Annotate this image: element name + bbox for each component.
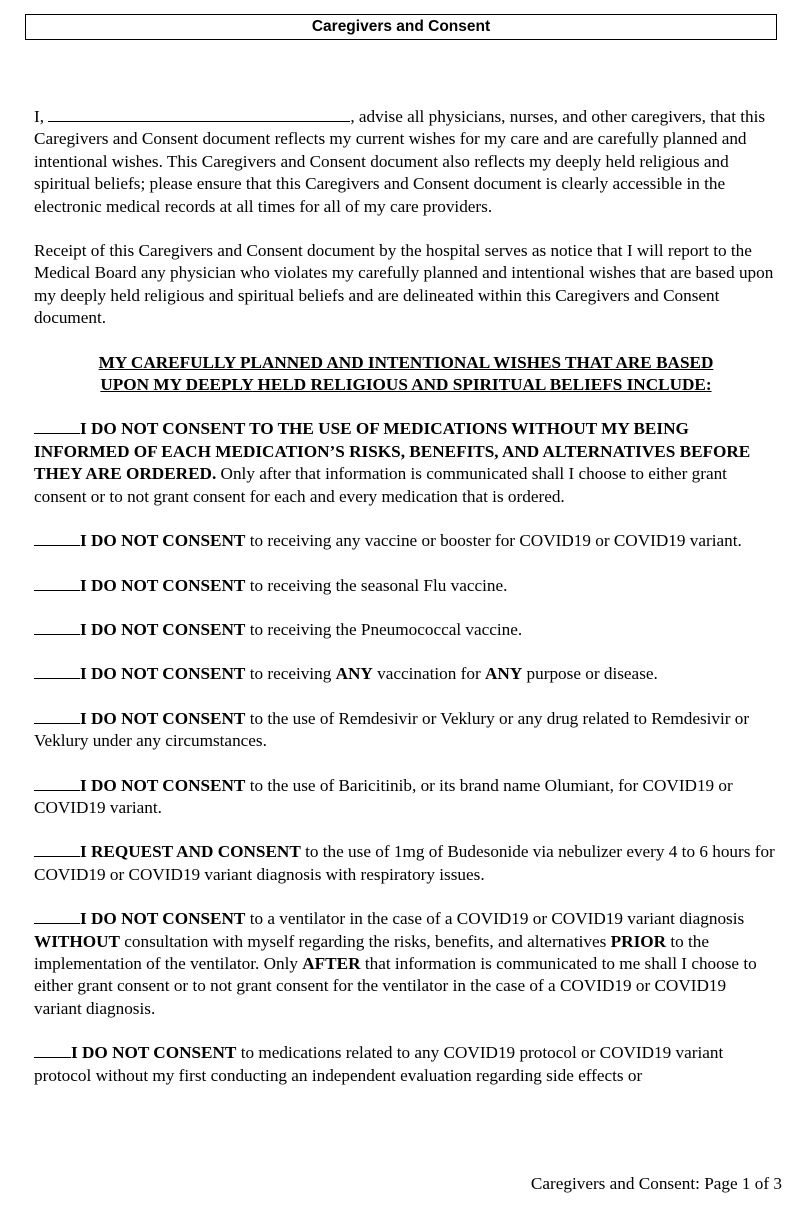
consent-item-pneumococcal-vaccine [34, 619, 778, 641]
intro-paragraph [34, 106, 778, 218]
consent-item-emphasis: ANY [485, 664, 523, 684]
intro-prefix: I, [34, 107, 49, 126]
consent-item-emphasis: ANY [335, 664, 373, 684]
initial-blank-field[interactable] [34, 908, 80, 924]
consent-item-bold: I DO NOT CONSENT [80, 775, 246, 795]
consent-item-medications [34, 418, 778, 508]
consent-item-bold: I REQUEST AND CONSENT [80, 842, 301, 862]
consent-item-text: to the use of Baricitinib, or its brand name Olumiant, for COVID19 or COVID19 variant. [34, 775, 733, 817]
consent-item-bold: I DO NOT CONSENT [80, 909, 246, 929]
initial-blank-field[interactable] [34, 708, 80, 724]
consent-item-bold: I DO NOT CONSENT [80, 575, 246, 595]
consent-item-flu-vaccine [34, 575, 778, 597]
document-body [34, 106, 778, 1109]
consent-item-text: to a ventilator in the case of a COVID19 or COVID19 variant diagnosis [245, 909, 745, 929]
consent-item-text: to medications related to any COVID19 protocol or COVID19 variant protocol without my first conducting an independent evaluation regarding side effects or [34, 1043, 724, 1085]
consent-item-budesonide [34, 841, 778, 886]
initial-blank-field[interactable] [34, 663, 80, 679]
initial-blank-field[interactable] [34, 841, 80, 857]
consent-item-text: to receiving any vaccine or booster for COVID19 or COVID19 variant. [245, 531, 742, 551]
name-blank-field[interactable] [48, 106, 350, 122]
consent-item-text: to the use of Remdesivir or Veklury or any drug related to Remdesivir or Veklury under any circumstances. [34, 708, 750, 751]
consent-item-bold: I DO NOT CONSENT [80, 619, 246, 639]
consent-item-text: to receiving the seasonal Flu vaccine. [245, 575, 508, 595]
consent-item-text: to the use of 1mg of Budesonide via nebulizer every 4 to 6 hours for COVID19 or COVID19 variant diagnosis with respiratory issues. [34, 842, 775, 884]
consent-item-remdesivir [34, 708, 778, 753]
initial-blank-field[interactable] [34, 775, 80, 791]
consent-item-covid-vaccine [34, 530, 778, 552]
consent-item-text: that information is communicated to me shall I choose to either grant consent or to not grant consent for the ventilator in the case of a COVID19 or COVID19 variant diagnosis. [34, 953, 757, 1018]
consent-item-emphasis: WITHOUT [34, 931, 120, 951]
consent-item-text: Only after that information is communicated shall I choose to either grant consent or to not grant consent for each and every medication that is ordered. [34, 464, 727, 506]
consent-item-text: purpose or disease. [522, 664, 658, 684]
initial-blank-field[interactable] [34, 575, 80, 591]
consent-item-bold: I DO NOT CONSENT TO THE USE OF MEDICATIONS WITHOUT MY BEING INFORMED OF EACH MEDICATION’S RISKS, BENEFITS, AND ALTERNATIVES BEFORE THEY ARE ORDERED. [34, 419, 751, 484]
consent-item-bold: I DO NOT CONSENT [80, 664, 246, 684]
consent-item-emphasis: PRIOR [610, 931, 667, 951]
consent-item-bold: I DO NOT CONSENT [71, 1043, 237, 1063]
intro-text: , advise all physicians, nurses, and other caregivers, that this Caregivers and Consent document reflects my current wishes for my care and are carefully planned and intentional wishes. This Caregivers and Consent document also reflects my deeply held religious and spiritual beliefs; please ensure that this Caregivers and Consent document is clearly accessible in the electronic medical records at all times for all of my care providers. [34, 107, 766, 216]
document-title: Caregivers and Consent [311, 18, 491, 35]
page-number-label: Caregivers and Consent: Page 1 of 3 [530, 1174, 782, 1193]
consent-item-ventilator [34, 908, 778, 1020]
document-header [25, 14, 777, 40]
consent-item-text: to receiving the Pneumococcal vaccine. [245, 619, 523, 639]
initial-blank-field[interactable] [34, 530, 80, 546]
initial-blank-field[interactable] [34, 418, 80, 434]
consent-item-baricitinib [34, 775, 778, 820]
consent-item-text: to receiving [245, 664, 336, 684]
consent-item-covid-protocol [34, 1042, 778, 1087]
consent-item-text: consultation with myself regarding the risks, benefits, and alternatives [119, 931, 611, 951]
wishes-heading-line-2: UPON MY DEEPLY HELD RELIGIOUS AND SPIRITUAL BELIEFS INCLUDE: [100, 375, 712, 395]
consent-item-text: to the implementation of the ventilator. Only [34, 931, 710, 973]
notice-paragraph: Receipt of this Caregivers and Consent document by the hospital serves as notice that I will report to the Medical Board any physician who violates my carefully planned and intentional wishes that are based upon my deeply held religious and spiritual beliefs and are delineated within this Caregivers and Consent document. [34, 241, 774, 328]
consent-item-any-vaccination [34, 663, 778, 685]
initial-blank-field[interactable] [34, 619, 80, 635]
consent-item-emphasis: AFTER [302, 953, 361, 973]
wishes-heading-line-1: MY CAREFULLY PLANNED AND INTENTIONAL WISHES THAT ARE BASED [98, 352, 714, 372]
consent-item-text: vaccination for [372, 664, 485, 684]
initial-blank-field[interactable] [34, 1042, 71, 1058]
page-footer [531, 1173, 782, 1195]
consent-item-bold: I DO NOT CONSENT [80, 531, 246, 551]
consent-item-bold: I DO NOT CONSENT [80, 708, 246, 728]
wishes-heading [34, 352, 778, 397]
